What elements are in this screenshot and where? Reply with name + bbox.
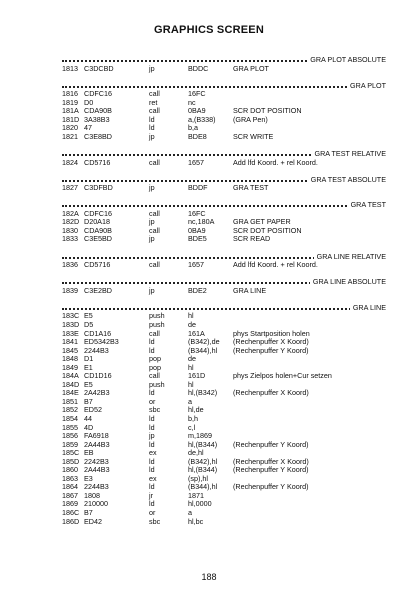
listing-row <box>62 107 386 116</box>
mnemonic-cell: ld <box>149 499 155 509</box>
opcode-hex-cell: ED52 <box>84 405 102 415</box>
listing-row <box>62 441 386 450</box>
opcode-hex-cell: CD5716 <box>84 157 111 167</box>
mnemonic-cell: call <box>149 89 160 99</box>
opcode-hex-cell: 44 <box>84 413 92 423</box>
comment-cell: (Rechenpuffer X Koord) <box>233 456 309 466</box>
opcode-hex-cell: 2242B3 <box>84 456 109 466</box>
section-separator <box>62 253 386 262</box>
mnemonic-cell: jp <box>149 431 155 441</box>
operand-cell: nc <box>188 97 196 107</box>
operand-cell: BDE8 <box>188 131 207 141</box>
dotted-rule <box>62 205 386 207</box>
section-gap <box>62 73 386 82</box>
address-cell: 183E <box>62 328 79 338</box>
operand-cell: hl,0000 <box>188 499 212 509</box>
mnemonic-cell: ld <box>149 439 155 449</box>
opcode-hex-cell: 2A42B3 <box>84 388 110 398</box>
operand-cell: nc,180A <box>188 217 215 227</box>
operand-cell: 16FC <box>188 89 206 99</box>
mnemonic-cell: jp <box>149 234 155 244</box>
listing-row <box>62 415 386 424</box>
listing-row <box>62 500 386 509</box>
section-gap <box>62 295 386 304</box>
operand-cell: de <box>188 319 196 329</box>
listing-row <box>62 133 386 142</box>
address-cell: 1836 <box>62 260 78 270</box>
address-cell: 1845 <box>62 345 78 355</box>
mnemonic-cell: ld <box>149 456 155 466</box>
listing-row <box>62 65 386 74</box>
opcode-hex-cell: FA6918 <box>84 431 109 441</box>
operand-cell: 1657 <box>188 260 204 270</box>
section-label: GRA LINE ABSOLUTE <box>310 278 386 287</box>
operand-cell: hl,(B344) <box>188 439 218 449</box>
comment-cell: (Rechenpuffer Y Koord) <box>233 439 309 449</box>
section-label: GRA PLOT <box>347 82 386 91</box>
comment-cell: Add lfd Koord. + rel Koord. <box>233 157 318 167</box>
address-cell: 1813 <box>62 63 78 73</box>
comment-cell: SCR READ <box>233 234 271 244</box>
opcode-hex-cell: D20A18 <box>84 217 110 227</box>
comment-cell: SCR DOT POSITION <box>233 225 302 235</box>
mnemonic-cell: or <box>149 396 156 406</box>
mnemonic-cell: ret <box>149 97 158 107</box>
operand-cell: BDDF <box>188 183 208 193</box>
listing-row <box>62 389 386 398</box>
address-cell: 1824 <box>62 157 78 167</box>
listing-row <box>62 90 386 99</box>
address-cell: 184D <box>62 379 80 389</box>
operand-cell: hl <box>188 362 194 372</box>
address-cell: 1819 <box>62 97 78 107</box>
operand-cell: (B344),hl <box>188 345 218 355</box>
section-label: GRA TEST ABSOLUTE <box>308 176 386 185</box>
mnemonic-cell: call <box>149 225 160 235</box>
opcode-hex-cell: 2A44B3 <box>84 465 110 475</box>
address-cell: 186C <box>62 507 80 517</box>
operand-cell: BDE2 <box>188 285 207 295</box>
listing-row <box>62 184 386 193</box>
operand-cell: b,a <box>188 123 198 133</box>
mnemonic-cell: ld <box>149 388 155 398</box>
opcode-hex-cell: 2A44B3 <box>84 439 110 449</box>
opcode-hex-cell: C3E5BD <box>84 234 112 244</box>
operand-cell: 1871 <box>188 490 204 500</box>
address-cell: 182D <box>62 217 80 227</box>
opcode-hex-cell: 4D <box>84 422 94 432</box>
dotted-rule <box>62 308 386 310</box>
mnemonic-cell: push <box>149 319 165 329</box>
operand-cell: (B344),hl <box>188 482 218 492</box>
address-cell: 1867 <box>62 490 78 500</box>
listing-row <box>62 449 386 458</box>
opcode-hex-cell: CDFC16 <box>84 208 112 218</box>
opcode-hex-cell: D1 <box>84 354 94 364</box>
mnemonic-cell: ld <box>149 345 155 355</box>
operand-cell: hl,de <box>188 405 204 415</box>
address-cell: 1841 <box>62 337 78 347</box>
comment-cell: (Rechenpuffer Y Koord) <box>233 345 309 355</box>
mnemonic-cell: call <box>149 371 160 381</box>
section-label: GRA TEST RELATIVE <box>312 150 387 159</box>
operand-cell: hl,(B344) <box>188 465 218 475</box>
section-label: GRA PLOT ABSOLUTE <box>307 56 386 65</box>
listing-row <box>62 159 386 168</box>
listing-row <box>62 235 386 244</box>
comment-cell: phys Startposition holen <box>233 328 310 338</box>
operand-cell: m,1869 <box>188 431 212 441</box>
operand-cell: hl,(B342) <box>188 388 218 398</box>
address-cell: 185C <box>62 448 80 458</box>
address-cell: 184E <box>62 388 79 398</box>
opcode-hex-cell: ED5342B3 <box>84 337 119 347</box>
address-cell: 1816 <box>62 89 78 99</box>
mnemonic-cell: push <box>149 379 165 389</box>
comment-cell: GRA GET PAPER <box>233 217 291 227</box>
opcode-hex-cell: C3E8BD <box>84 131 112 141</box>
opcode-hex-cell: B7 <box>84 396 93 406</box>
mnemonic-cell: call <box>149 208 160 218</box>
mnemonic-cell: ex <box>149 448 157 458</box>
comment-cell: SCR DOT POSITION <box>233 106 302 116</box>
listing-row <box>62 312 386 321</box>
operand-cell: 16FC <box>188 208 206 218</box>
section-label: GRA LINE RELATIVE <box>314 253 386 262</box>
mnemonic-cell: pop <box>149 362 161 372</box>
address-cell: 1863 <box>62 473 78 483</box>
mnemonic-cell: ld <box>149 482 155 492</box>
listing-row <box>62 432 386 441</box>
section-separator <box>62 150 386 159</box>
comment-cell: (GRA Pen) <box>233 114 268 124</box>
address-cell: 1830 <box>62 225 78 235</box>
address-cell: 1833 <box>62 234 78 244</box>
mnemonic-cell: call <box>149 328 160 338</box>
operand-cell: c,l <box>188 422 196 432</box>
mnemonic-cell: jp <box>149 183 155 193</box>
opcode-hex-cell: D5 <box>84 319 94 329</box>
mnemonic-cell: ld <box>149 465 155 475</box>
mnemonic-cell: sbc <box>149 516 161 526</box>
operand-cell: (B342),hl <box>188 456 218 466</box>
opcode-hex-cell: D0 <box>84 97 94 107</box>
opcode-hex-cell: EB <box>84 448 94 458</box>
address-cell: 183C <box>62 311 80 321</box>
address-cell: 1849 <box>62 362 78 372</box>
address-cell: 1851 <box>62 396 78 406</box>
address-cell: 1869 <box>62 499 78 509</box>
listing-row <box>62 372 386 381</box>
comment-cell: GRA LINE <box>233 285 267 295</box>
operand-cell: 0BA9 <box>188 106 206 116</box>
mnemonic-cell: jp <box>149 131 155 141</box>
address-cell: 1839 <box>62 285 78 295</box>
opcode-hex-cell: E5 <box>84 311 93 321</box>
operand-cell: BDDC <box>188 63 209 73</box>
comment-cell: (Rechenpuffer Y Koord) <box>233 482 309 492</box>
address-cell: 1848 <box>62 354 78 364</box>
comment-cell: phys Zielpos holen+Cur setzen <box>233 371 332 381</box>
operand-cell: 161A <box>188 328 205 338</box>
address-cell: 182A <box>62 208 79 218</box>
listing-row <box>62 261 386 270</box>
opcode-hex-cell: E5 <box>84 379 93 389</box>
listing-row <box>62 518 386 527</box>
operand-cell: de,hl <box>188 448 204 458</box>
listing-row <box>62 338 386 347</box>
listing-row <box>62 398 386 407</box>
operand-cell: b,h <box>188 413 198 423</box>
mnemonic-cell: or <box>149 507 156 517</box>
mnemonic-cell: ld <box>149 413 155 423</box>
address-cell: 181D <box>62 114 80 124</box>
mnemonic-cell: ld <box>149 337 155 347</box>
listing-row <box>62 210 386 219</box>
opcode-hex-cell: 47 <box>84 123 92 133</box>
opcode-hex-cell: B7 <box>84 507 93 517</box>
mnemonic-cell: jp <box>149 285 155 295</box>
mnemonic-cell: jp <box>149 63 155 73</box>
section-separator <box>62 304 386 313</box>
opcode-hex-cell: C3DCBD <box>84 63 114 73</box>
address-cell: 1852 <box>62 405 78 415</box>
mnemonic-cell: sbc <box>149 405 161 415</box>
address-cell: 185D <box>62 456 80 466</box>
address-cell: 186D <box>62 516 80 526</box>
mnemonic-cell: call <box>149 106 160 116</box>
comment-cell: SCR WRITE <box>233 131 274 141</box>
opcode-hex-cell: CD1D16 <box>84 371 112 381</box>
opcode-hex-cell: E1 <box>84 362 93 372</box>
opcode-hex-cell: 2244B3 <box>84 482 109 492</box>
address-cell: 184A <box>62 371 79 381</box>
opcode-hex-cell: CDFC16 <box>84 89 112 99</box>
comment-cell: (Rechenpuffer Y Koord) <box>233 465 309 475</box>
assembly-listing <box>62 56 386 526</box>
opcode-hex-cell: C3DFBD <box>84 183 113 193</box>
opcode-hex-cell: C3E2BD <box>84 285 112 295</box>
opcode-hex-cell: CD1A16 <box>84 328 112 338</box>
opcode-hex-cell: 210000 <box>84 499 108 509</box>
listing-row <box>62 381 386 390</box>
section-label: GRA LINE <box>350 304 386 313</box>
address-cell: 183D <box>62 319 80 329</box>
address-cell: 1821 <box>62 131 78 141</box>
comment-cell: Add lfd Koord. + rel Koord. <box>233 260 318 270</box>
page-number: 188 <box>201 572 217 582</box>
dotted-rule <box>62 86 386 88</box>
operand-cell: hl <box>188 379 194 389</box>
listing-row <box>62 116 386 125</box>
operand-cell: hl <box>188 311 194 321</box>
address-cell: 1864 <box>62 482 78 492</box>
address-cell: 1820 <box>62 123 78 133</box>
address-cell: 1860 <box>62 465 78 475</box>
listing-row <box>62 355 386 364</box>
listing-row <box>62 466 386 475</box>
address-cell: 1856 <box>62 431 78 441</box>
address-cell: 181A <box>62 106 79 116</box>
mnemonic-cell: jr <box>149 490 153 500</box>
opcode-hex-cell: CDA90B <box>84 106 112 116</box>
opcode-hex-cell: E3 <box>84 473 93 483</box>
mnemonic-cell: call <box>149 260 160 270</box>
mnemonic-cell: pop <box>149 354 161 364</box>
mnemonic-cell: ld <box>149 422 155 432</box>
listing-row <box>62 287 386 296</box>
comment-cell: (Rechenpuffer X Koord) <box>233 337 309 347</box>
comment-cell: (Rechenpuffer X Koord) <box>233 388 309 398</box>
address-cell: 1855 <box>62 422 78 432</box>
operand-cell: (B342),de <box>188 337 220 347</box>
operand-cell: (sp),hl <box>188 473 208 483</box>
mnemonic-cell: call <box>149 157 160 167</box>
opcode-hex-cell: 1808 <box>84 490 100 500</box>
operand-cell: 0BA9 <box>188 225 206 235</box>
mnemonic-cell: ld <box>149 123 155 133</box>
listing-row <box>62 347 386 356</box>
section-gap <box>62 193 386 202</box>
operand-cell: a <box>188 507 192 517</box>
mnemonic-cell: ld <box>149 114 155 124</box>
listing-row <box>62 509 386 518</box>
section-label: GRA TEST <box>348 201 386 210</box>
opcode-hex-cell: CDA90B <box>84 225 112 235</box>
operand-cell: hl,bc <box>188 516 204 526</box>
listing-row <box>62 492 386 501</box>
address-cell: 1854 <box>62 413 78 423</box>
opcode-hex-cell: ED42 <box>84 516 102 526</box>
operand-cell: de <box>188 354 196 364</box>
opcode-hex-cell: 3A38B3 <box>84 114 110 124</box>
operand-cell: BDE5 <box>188 234 207 244</box>
operand-cell: a,(B338) <box>188 114 216 124</box>
operand-cell: a <box>188 396 192 406</box>
mnemonic-cell: push <box>149 311 165 321</box>
address-cell: 1859 <box>62 439 78 449</box>
operand-cell: 1657 <box>188 157 204 167</box>
page-title: GRAPHICS SCREEN <box>154 24 264 36</box>
opcode-hex-cell: CD5716 <box>84 260 111 270</box>
listing-row <box>62 483 386 492</box>
comment-cell: GRA TEST <box>233 183 269 193</box>
listing-row <box>62 424 386 433</box>
address-cell: 1827 <box>62 183 78 193</box>
opcode-hex-cell: 2244B3 <box>84 345 109 355</box>
operand-cell: 161D <box>188 371 206 381</box>
comment-cell: GRA PLOT <box>233 63 269 73</box>
mnemonic-cell: jp <box>149 217 155 227</box>
listing-row <box>62 458 386 467</box>
mnemonic-cell: ex <box>149 473 157 483</box>
listing-row <box>62 406 386 415</box>
listing-row <box>62 475 386 484</box>
